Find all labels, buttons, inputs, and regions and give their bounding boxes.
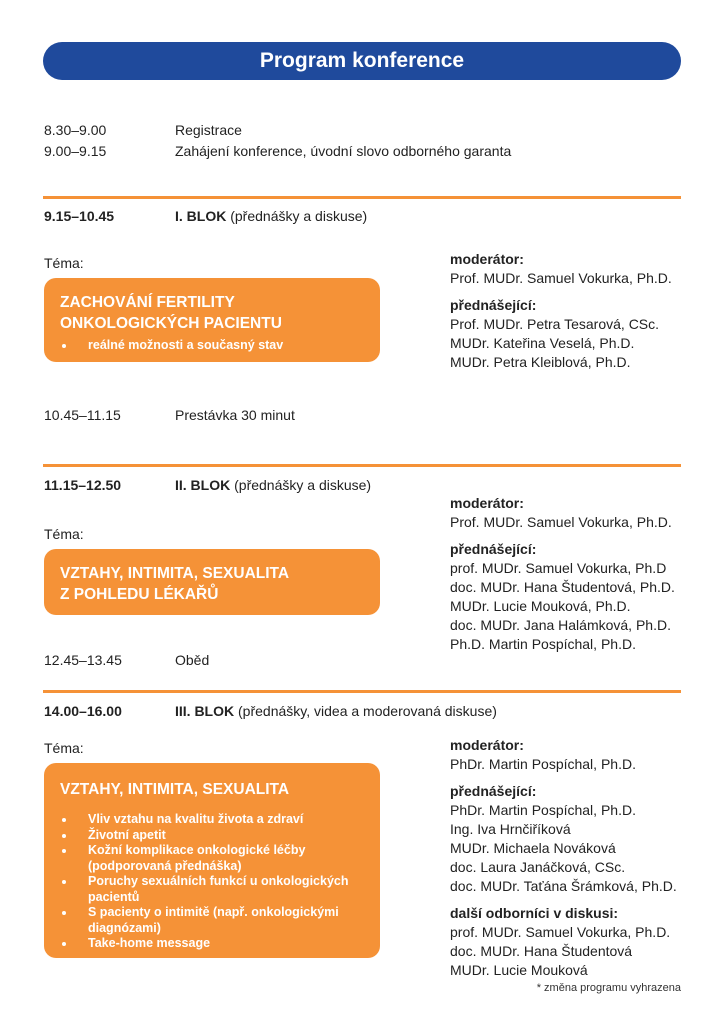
speaker-name: doc. MUDr. Hana Študentová, Ph.D. [450, 579, 675, 595]
topic-bullet: • reálné možnosti a současný stav [76, 338, 364, 354]
others-label: další odborníci v diskusi: [450, 905, 619, 921]
speaker-name: PhDr. Martin Pospíchal, Ph.D. [450, 802, 636, 818]
topic-title-line: Z POHLEDU LÉKAŘŮ [60, 586, 219, 603]
block-name: I. BLOK [175, 208, 227, 224]
block-heading [175, 206, 367, 226]
block-heading [175, 701, 497, 721]
topic-bullet: • Kožní komplikace onkologické léčby (podporovaná přednáška) [76, 843, 364, 874]
topic-bullet: • Take-home message [76, 936, 364, 952]
footnote: * změna programu vyhrazena [536, 982, 681, 994]
speaker-name: Ing. Iva Hrnčiříková [450, 821, 571, 837]
moderator-name: Prof. MUDr. Samuel Vokurka, Ph.D. [450, 270, 672, 286]
divider [43, 196, 681, 199]
speaker-name: Ph.D. Martin Pospíchal, Ph.D. [450, 636, 636, 652]
speaker-name: doc. MUDr. Taťána Šrámková, Ph.D. [450, 878, 677, 894]
block-time: 11.15–12.50 [44, 477, 122, 493]
other-name: doc. MUDr. Hana Študentová [450, 943, 633, 959]
speaker-name: Prof. MUDr. Petra Tesarová, CSc. [450, 316, 660, 332]
divider [43, 690, 681, 693]
tema-label: Téma: [44, 255, 84, 271]
topic-bullet: • S pacienty o intimitě (např. onkologickými diagnózami) [76, 905, 364, 936]
topic-box [44, 549, 380, 615]
topic-bullet: • Životní apetit [76, 828, 364, 844]
intro-text-2: Zahájení konference, úvodní slovo odborného garanta [175, 143, 512, 159]
moderator-name: PhDr. Martin Pospíchal, Ph.D. [450, 756, 636, 772]
topic-bullet: • Vliv vztahu na kvalitu života a zdraví [76, 812, 364, 828]
break-time: 10.45–11.15 [44, 407, 121, 423]
page-title: Program konference [43, 42, 681, 80]
break-time: 12.45–13.45 [44, 652, 122, 668]
block-name: III. BLOK [175, 703, 235, 719]
block-people [450, 494, 710, 662]
break-text: Prestávka 30 minut [175, 407, 295, 423]
speaker-name: MUDr. Michaela Nováková [450, 840, 616, 856]
tema-label: Téma: [44, 526, 84, 542]
intro-time-2: 9.00–9.15 [44, 143, 107, 159]
topic-box [44, 278, 380, 362]
other-name: prof. MUDr. Samuel Vokurka, Ph.D. [450, 924, 671, 940]
topic-bullets [60, 812, 364, 952]
block-people [450, 250, 710, 380]
speakers-label: přednášející: [450, 541, 537, 557]
speaker-name: MUDr. Kateřina Veselá, Ph.D. [450, 335, 635, 351]
topic-title-line: ZACHOVÁNÍ FERTILITY [60, 294, 235, 311]
break-text: Oběd [175, 652, 210, 668]
speaker-name: prof. MUDr. Samuel Vokurka, Ph.D [450, 560, 667, 576]
block-time: 14.00–16.00 [44, 703, 122, 719]
topic-title-line: VZTAHY, INTIMITA, SEXUALITA [60, 565, 290, 582]
speaker-name: doc. Laura Janáčková, CSc. [450, 859, 626, 875]
speakers-label: přednášející: [450, 783, 537, 799]
intro-text-1: Registrace [175, 122, 242, 138]
tema-label: Téma: [44, 740, 84, 756]
divider [43, 464, 681, 467]
topic-bullet: • Poruchy sexuálních funkcí u onkologických pacientů [76, 874, 364, 905]
moderator-name: Prof. MUDr. Samuel Vokurka, Ph.D. [450, 514, 672, 530]
block-time: 9.15–10.45 [44, 208, 115, 224]
block-name: II. BLOK [175, 477, 231, 493]
intro-time-1: 8.30–9.00 [44, 122, 107, 138]
speaker-name: doc. MUDr. Jana Halámková, Ph.D. [450, 617, 671, 633]
block-type: (přednášky a diskuse) [230, 208, 368, 224]
block-type: (přednášky a diskuse) [234, 477, 372, 493]
other-name: MUDr. Lucie Mouková [450, 962, 588, 978]
block-heading [175, 475, 371, 495]
topic-bullets [60, 338, 364, 354]
topic-box [44, 763, 380, 958]
topic-title-line: ONKOLOGICKÝCH PACIENTU [60, 315, 282, 332]
block-people [450, 736, 710, 988]
topic-title-line: VZTAHY, INTIMITA, SEXUALITA [60, 781, 290, 798]
moderator-label: moderátor: [450, 495, 524, 511]
moderator-label: moderátor: [450, 251, 524, 267]
speaker-name: MUDr. Petra Kleiblová, Ph.D. [450, 354, 631, 370]
speaker-name: MUDr. Lucie Mouková, Ph.D. [450, 598, 631, 614]
moderator-label: moderátor: [450, 737, 524, 753]
block-type: (přednášky, videa a moderovaná diskuse) [238, 703, 497, 719]
speakers-label: přednášející: [450, 297, 537, 313]
